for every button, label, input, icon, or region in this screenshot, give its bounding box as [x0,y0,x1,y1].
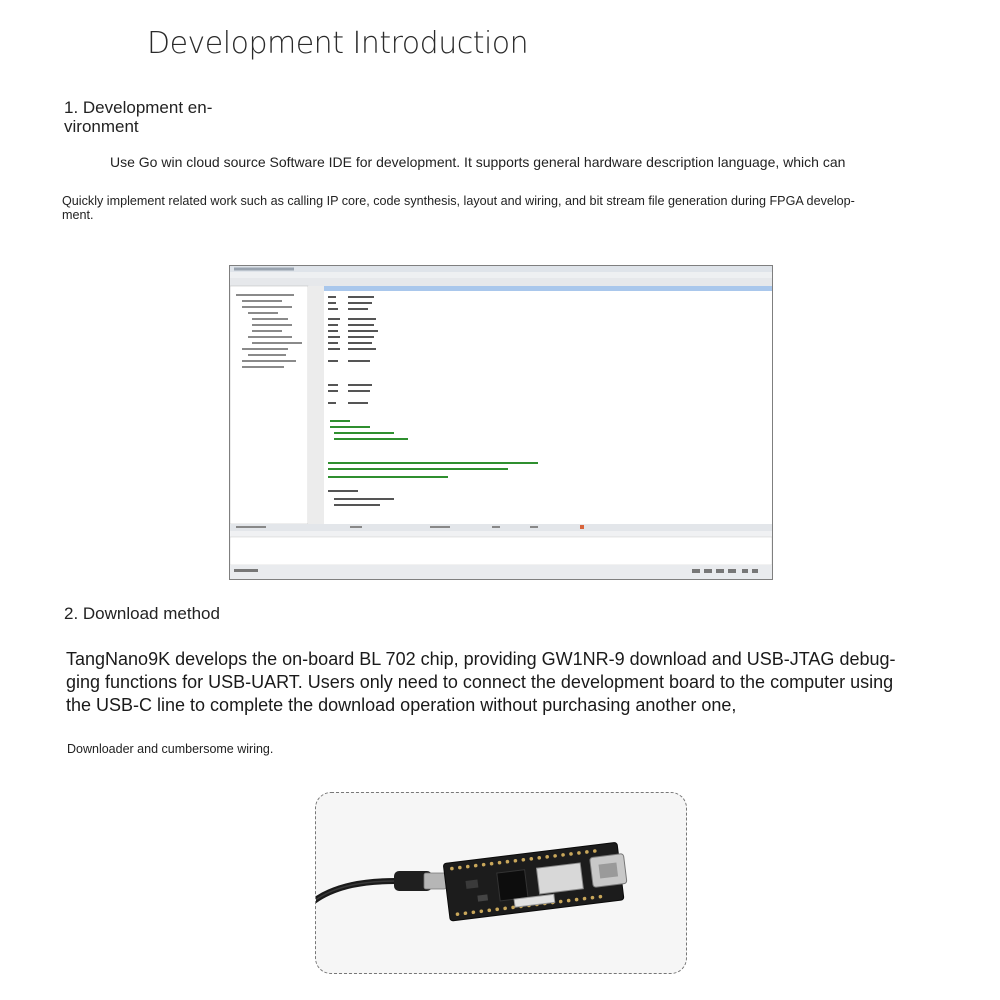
section-1-heading: 1. Development en- vironment [64,98,213,136]
ide-screenshot-graphic [230,266,772,579]
ide-screenshot [229,265,773,580]
section-1-paragraph-2: Quickly implement related work such as calling IP core, code synthesis, layout and wiring, and bit stream file generation during FPGA develop- ment. [62,194,855,222]
section-2-paragraph-2: Downloader and cumbersome wiring. [67,742,274,756]
section-1-paragraph-1: Use Go win cloud source Software IDE for development. It supports general hardware description language, which can [110,154,846,170]
tang-nano-9k-board-photo [315,792,687,974]
board-photo-graphic [316,793,686,973]
section-2-heading: 2. Download method [64,604,220,623]
section-2-paragraph-1: TangNano9K develops the on-board BL 702 chip, providing GW1NR-9 download and USB-JTAG debug- ging functions for USB-UART. Users only need to connect the development board to the computer using the USB-C line to complete the download operation without purchasing another one, [66,649,896,715]
page-title: Development Introduction [147,26,529,61]
